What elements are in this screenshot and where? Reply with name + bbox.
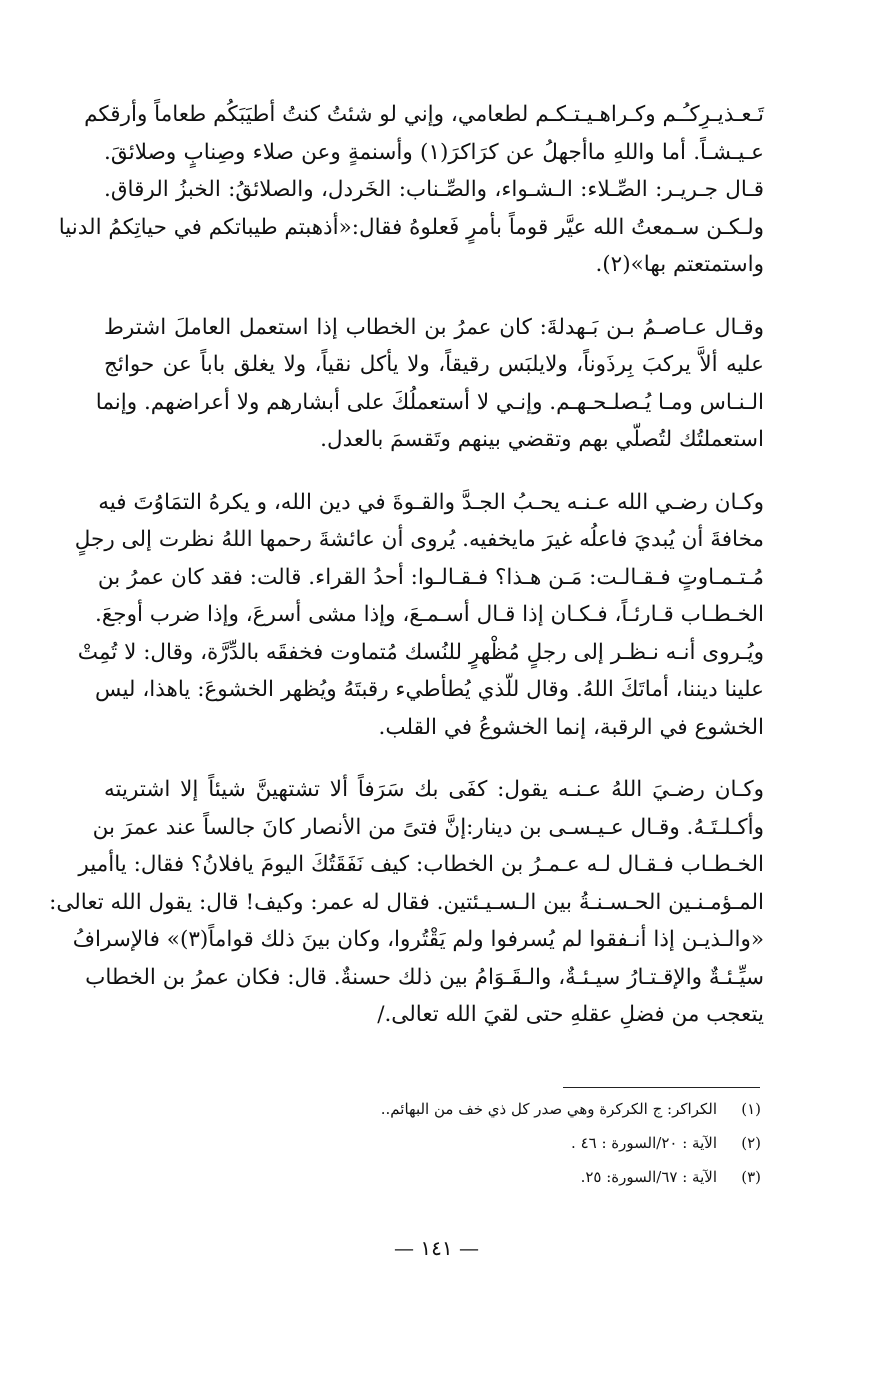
footnote-text: الآية : ٢٠/السورة : ٤٦ . — [571, 1134, 717, 1152]
footnote-number: (٢) — [741, 1134, 761, 1152]
text-line: الخشوع في الرقبة، إنما الخشوعُ في القلب. — [378, 714, 764, 740]
text-line: مُـتـمـاوتٍ فـقـالـت: مَـن هـذا؟ فـقـالـوا: أحدُ القراء. قالت: فقد كان عمرُ بن — [97, 564, 764, 590]
text-line: ولـكـن سـمعتُ الله عيَّر قوماً بأمرٍ فَعلوهُ فقال:«أذهبتم طيباتكم في حياتِكمُ الدنيا — [58, 214, 764, 240]
footnote-2 — [241, 1134, 761, 1168]
page-body — [49, 96, 764, 1059]
text-line: الخـطـاب قـارئـاً، فـكـان إذا قـال أسـمـعَ، وإذا مشى أسرعَ، وإذا ضرب أوجعَ. — [95, 602, 764, 627]
paragraph-3 — [74, 484, 764, 747]
text-line: قـال جـريـر: الصِّـلاء: الـشـواء، والصِّـناب: الخَردل، والصلائقُ: الخبزُ الرقاق. — [104, 177, 764, 202]
footnote-3 — [241, 1168, 761, 1202]
text-line: وأكـلـتَـهُ. وقـال عـيـسـى بن دينار:إنَّ فتىً من الأنصار كانَ جالساً عند عمرَ بن — [92, 814, 764, 840]
text-line: وقـال عـاصـمُ بـن بَـهدلةَ: كان عمرُ بن الخطاب إذا استعمل العاملَ اشترط — [104, 314, 764, 340]
text-line: وكـان رضـي الله عـنـه يحـبُ الجـدَّ والقـوةَ في دين الله، و يكرهُ التمَاوُتَ فيه — [98, 489, 764, 515]
footnote-text: الكراكر: ج الكركرة وهي صدر كل ذي خف من البهائم.. — [380, 1100, 717, 1118]
footnote-1 — [241, 1100, 761, 1134]
text-line: عليه ألاَّ يركبَ بِرذَوناً، ولايلبَس رقيقاً، ولا يأكل نقياً، ولا يغلق باباً عن حوائج — [104, 352, 764, 377]
text-line: الـنـاس ومـا يُـصلـحـهـم. وإنـي لا أستعملُكَ على أبشارهم ولا أعراضهم. وإنما — [95, 389, 764, 415]
footnote-number: (١) — [741, 1100, 761, 1118]
text-line: «والـذيـن إذا أنـفقوا لم يُسرفوا ولم يَقْتُروا، وكان بينَ ذلك قواماً(٣)» فالإسرافُ — [72, 927, 764, 952]
paragraph-1 — [58, 96, 764, 284]
text-line: عـيـشـاً. أما واللهِ ماأجهلُ عن كرَاكرَ(١) وأسنمةٍ وعن صلاء وصِنابٍ وصلائقَ. — [104, 139, 764, 165]
text-line: الخـطـاب فـقـال لـه عـمـرُ بن الخطاب: كيف نَفَقَتُكَ اليومَ يافلانُ؟ فقال: ياأمير — [78, 852, 764, 877]
text-line: سيِّـئـةٌ والإقـتـارُ سيـئـةٌ، والـقَـوَامُ بين ذلك حسنةٌ. قال: فكان عمرُ بن الخطاب — [85, 964, 764, 990]
text-line: يتعجب من فضلِ عقلهِ حتى لقيَ الله تعالى./ — [377, 1002, 764, 1027]
text-line: مخافةَ أن يُبديَ فاعلُه غيرَ مايخفيه. يُروى أن عائشةَ رحمها اللهُ نظرت إلى رجلٍ — [74, 527, 764, 552]
page-number: — ١٤١ — — [394, 1236, 479, 1260]
text-line: وكـان رضـيَ اللهُ عـنـه يقول: كفَى بك سَرَفاً ألا تشتهينَّ شيئاً إلا اشتريته — [104, 777, 764, 802]
footnotes — [241, 1100, 761, 1202]
text-line: واستمتعتم بها»(٢). — [595, 252, 764, 277]
text-line: تَـعـذيـرِكـُـم وكـراهـيـتـكـم لطعامي، وإني لو شئتُ كنتُ أطيَبَكُم طعاماً وأرقكم — [84, 102, 764, 127]
text-line: علينا ديننا، أماتَكَ اللهُ. وقال للّذي يُطأطيء رقبتَهُ ويُظهر الخشوعَ: ياهذا، ليس — [95, 677, 764, 702]
paragraph-4 — [49, 771, 764, 1034]
paragraph-2 — [95, 309, 764, 459]
footnote-text: الآية : ٦٧/السورة: ٢٥. — [580, 1168, 717, 1186]
text-line: ويُـروى أنـه نـظـر إلى رجلٍ مُظْهرٍ للنُسك مُتماوت فخفقَه بالدِّرَّة، وقال: لا تُمِتْ — [77, 639, 764, 665]
footnote-divider — [563, 1087, 760, 1088]
footnote-number: (٣) — [741, 1168, 761, 1186]
text-line: استعملتُك لتُصلّي بهم وتقضي بينهم وتَقسمَ بالعدل. — [320, 427, 764, 452]
text-line: المـؤمـنـين الحـسـنـةُ بين الـسـيـئتين. فقال له عمر: وكيف! قال: يقول الله تعالى: — [49, 889, 764, 915]
